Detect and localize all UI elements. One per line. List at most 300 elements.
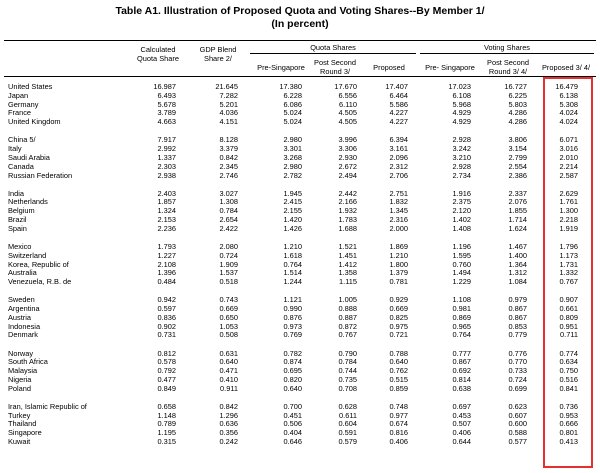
table-cell: 6.225 [508, 90, 527, 100]
table-cell: 0.781 [389, 277, 408, 287]
country-name: Mexico [8, 241, 32, 251]
table-cell: 0.508 [219, 330, 238, 340]
table-cell: 1.121 [283, 295, 302, 305]
table-cell: 0.356 [219, 428, 238, 438]
table-row [0, 277, 600, 286]
table-cell: 4.505 [338, 117, 357, 127]
country-name: Japan [8, 90, 29, 100]
country-name: United Kingdom [8, 117, 61, 127]
table-cell: 0.869 [452, 312, 471, 322]
table-cell: 3.268 [283, 152, 302, 162]
table-row [0, 108, 600, 117]
table-cell: 0.814 [452, 374, 471, 384]
table-cell: 1.945 [283, 188, 302, 198]
table-cell: 2.000 [389, 223, 408, 233]
table-cell: 0.990 [283, 304, 302, 313]
table-cell: 1.402 [452, 215, 471, 224]
table-cell: 0.809 [559, 312, 578, 322]
table-cell: 0.825 [389, 312, 408, 322]
table-cell: 2.930 [338, 152, 357, 162]
table-cell: 2.080 [219, 241, 238, 251]
table-cell: 4.227 [389, 108, 408, 118]
table-row [0, 251, 600, 260]
table-cell: 0.774 [559, 348, 578, 358]
table-row [0, 135, 600, 144]
table-row [0, 402, 600, 411]
table-cell: 6.228 [283, 90, 302, 100]
table-cell: 1.793 [157, 241, 176, 251]
table-cell: 1.909 [219, 259, 238, 269]
table-row [0, 375, 600, 384]
table-cell: 7.282 [219, 90, 238, 100]
table-cell: 1.300 [559, 206, 578, 216]
table-cell: 3.154 [508, 144, 527, 154]
table-row [0, 100, 600, 109]
table-row [0, 153, 600, 162]
table-cell: 0.942 [157, 295, 176, 305]
table-cell: 2.415 [283, 197, 302, 207]
table-cell: 0.953 [559, 410, 578, 420]
table-cell: 0.776 [508, 348, 527, 358]
table-cell: 2.236 [157, 223, 176, 233]
table-cell: 0.507 [452, 419, 471, 429]
table-cell: 1.337 [157, 152, 176, 162]
table-cell: 7.917 [157, 135, 176, 145]
table-cell: 4.929 [452, 108, 471, 118]
table-cell: 0.981 [452, 304, 471, 313]
table-cell: 2.442 [338, 188, 357, 198]
country-name: United States [8, 82, 53, 91]
table-cell: 0.973 [283, 321, 302, 331]
table-cell: 5.024 [283, 117, 302, 127]
table-cell: 0.638 [452, 383, 471, 393]
table-cell: 1.227 [157, 250, 176, 260]
table-cell: 0.762 [389, 366, 408, 376]
table-cell: 0.767 [559, 277, 578, 287]
table-row [0, 304, 600, 313]
table-cell: 5.968 [452, 99, 471, 109]
table-cell: 0.769 [283, 330, 302, 340]
country-name: Italy [8, 144, 22, 154]
table-cell: 1.688 [338, 223, 357, 233]
voting-shares-header: Voting Shares [483, 43, 531, 52]
table-cell: 5.803 [508, 99, 527, 109]
table-cell: 0.841 [559, 383, 578, 393]
table-cell: 0.650 [219, 312, 238, 322]
table-cell: 4.024 [559, 117, 578, 127]
country-name: Turkey [8, 410, 31, 420]
table-cell: 1.426 [283, 223, 302, 233]
table-cell: 2.494 [338, 170, 357, 180]
table-cell: 0.979 [508, 295, 527, 305]
col-header-voting-pre-singapore: Pre- Singapore [425, 63, 475, 72]
col-header-calculated: Calculated Quota Share [137, 45, 179, 63]
table-cell: 2.746 [219, 170, 238, 180]
col-header-quota-pre-singapore: Pre-Singapore [257, 63, 305, 72]
table-row [0, 322, 600, 331]
table-cell: 6.110 [339, 99, 357, 109]
table-cell: 0.788 [389, 348, 408, 358]
table-cell: 2.166 [338, 197, 357, 207]
table-cell: 0.711 [560, 330, 578, 340]
country-name: China 5/ [8, 135, 36, 145]
table-cell: 6.556 [338, 90, 357, 100]
table-cell: 0.888 [338, 304, 357, 313]
table-cell: 16.479 [555, 82, 578, 91]
table-row [0, 295, 600, 304]
table-cell: 4.286 [508, 108, 527, 118]
country-name: Indonesia [8, 321, 41, 331]
table-cell: 3.379 [219, 144, 238, 154]
table-cell: 6.071 [559, 135, 578, 145]
table-cell: 2.799 [508, 152, 527, 162]
table-cell: 1.451 [338, 250, 357, 260]
table-cell: 1.296 [219, 410, 238, 420]
table-cell: 0.484 [157, 277, 176, 287]
table-cell: 0.951 [559, 321, 578, 331]
table-cell: 2.992 [157, 144, 176, 154]
table-cell: 5.586 [389, 99, 408, 109]
table-cell: 1.324 [157, 206, 176, 216]
table-cell: 6.464 [389, 90, 408, 100]
table-cell: 0.853 [508, 321, 527, 331]
table-cell: 0.597 [157, 304, 176, 313]
table-cell: 0.748 [389, 401, 408, 411]
table-cell: 1.514 [283, 268, 302, 278]
table-cell: 5.024 [283, 108, 302, 118]
country-name: India [8, 188, 25, 198]
col-header-quota-post-second: Post Second Round 3/ [314, 58, 356, 76]
country-name: Korea, Republic of [8, 259, 69, 269]
table-subtitle: (In percent) [271, 18, 329, 30]
table-cell: 1.916 [452, 188, 471, 198]
table-row [0, 189, 600, 198]
table-cell: 0.666 [559, 419, 578, 429]
table-cell: 1.731 [559, 259, 578, 269]
table-cell: 1.832 [389, 197, 408, 207]
table-cell: 3.242 [452, 144, 471, 154]
table-cell: 2.120 [452, 206, 471, 216]
table-cell: 2.554 [508, 161, 527, 171]
table-cell: 1.053 [219, 321, 238, 331]
table-cell: 6.108 [452, 90, 471, 100]
table-cell: 1.195 [157, 428, 176, 438]
table-cell: 0.764 [283, 259, 302, 269]
table-cell: 2.403 [157, 188, 176, 198]
col-header-voting-proposed: Proposed 3/ 4/ [541, 63, 591, 72]
table-cell: 2.010 [559, 152, 578, 162]
table-cell: 2.096 [389, 152, 408, 162]
country-name: Singapore [8, 428, 42, 438]
table-cell: 0.471 [219, 366, 238, 376]
table-cell: 0.477 [157, 374, 176, 384]
table-cell: 2.312 [389, 161, 408, 171]
table-row [0, 419, 600, 428]
country-name: Russian Federation [8, 170, 73, 180]
table-cell: 2.938 [157, 170, 176, 180]
table-cell: 1.345 [389, 206, 408, 216]
table-cell: 1.173 [559, 250, 578, 260]
table-cell: 2.980 [283, 161, 302, 171]
table-cell: 1.932 [338, 206, 357, 216]
country-name: Austria [8, 312, 32, 322]
table-cell: 0.644 [452, 437, 471, 446]
table-row [0, 206, 600, 215]
country-name: Norway [8, 348, 34, 358]
table-row [0, 411, 600, 420]
table-cell: 0.591 [338, 428, 357, 438]
table-cell: 1.379 [389, 268, 408, 278]
country-name: Brazil [8, 215, 27, 224]
col-header-gdp-blend: GDP Blend Share 2/ [199, 45, 237, 63]
table-cell: 2.337 [508, 188, 527, 198]
table-cell: 0.743 [219, 295, 238, 305]
table-cell: 0.708 [338, 383, 357, 393]
table-cell: 1.855 [508, 206, 527, 216]
table-cell: 0.699 [508, 383, 527, 393]
table-cell: 0.736 [559, 401, 578, 411]
table-cell: 0.731 [157, 330, 176, 340]
table-cell: 0.784 [338, 357, 357, 367]
table-cell: 1.595 [452, 250, 471, 260]
country-name: Australia [8, 268, 37, 278]
table-cell: 0.631 [219, 348, 238, 358]
table-cell: 0.661 [559, 304, 578, 313]
table-cell: 1.084 [508, 277, 527, 287]
country-name: Kuwait [8, 437, 31, 446]
table-cell: 4.286 [508, 117, 527, 127]
table-cell: 17.380 [279, 82, 302, 91]
country-name: Nigeria [8, 374, 32, 384]
table-cell: 0.628 [338, 401, 357, 411]
table-cell: 1.537 [219, 268, 238, 278]
table-cell: 0.588 [508, 428, 527, 438]
table-cell: 6.493 [157, 90, 176, 100]
table-cell: 0.911 [220, 383, 238, 393]
table-cell: 3.210 [452, 152, 471, 162]
table-cell: 0.849 [157, 383, 176, 393]
country-name: Venezuela, R.B. de [8, 277, 72, 287]
table-cell: 4.929 [452, 117, 471, 127]
table-cell: 4.036 [219, 108, 238, 118]
table-cell: 2.155 [283, 206, 302, 216]
table-cell: 0.902 [157, 321, 176, 331]
table-cell: 1.796 [559, 241, 578, 251]
table-cell: 0.842 [219, 152, 238, 162]
table-cell: 21.645 [215, 82, 238, 91]
table-cell: 0.315 [157, 437, 176, 446]
country-name: Netherlands [8, 197, 48, 207]
quota-shares-underline [250, 53, 416, 54]
table-cell: 0.404 [283, 428, 302, 438]
table-cell: 0.515 [389, 374, 408, 384]
table-cell: 2.422 [219, 223, 238, 233]
table-cell: 1.229 [452, 277, 471, 287]
table-cell: 0.674 [389, 419, 408, 429]
table-cell: 1.005 [338, 295, 357, 305]
table-cell: 0.697 [452, 401, 471, 411]
table-row [0, 91, 600, 100]
country-name: Denmark [8, 330, 38, 340]
table-cell: 1.521 [338, 241, 357, 251]
table-row [0, 162, 600, 171]
country-name: Saudi Arabia [8, 152, 50, 162]
table-row [0, 117, 600, 126]
table-cell: 2.076 [508, 197, 527, 207]
table-cell: 0.646 [283, 437, 302, 446]
table-cell: 0.867 [452, 357, 471, 367]
table-cell: 0.816 [389, 428, 408, 438]
table-cell: 16.727 [504, 82, 527, 91]
table-cell: 2.629 [559, 188, 578, 198]
table-cell: 3.996 [338, 135, 357, 145]
header-bottom-rule [4, 76, 596, 77]
table-cell: 0.634 [559, 357, 578, 367]
table-cell: 1.618 [283, 250, 302, 260]
table-cell: 0.784 [219, 206, 238, 216]
table-cell: 2.303 [157, 161, 176, 171]
table-cell: 2.782 [283, 170, 302, 180]
table-cell: 0.770 [508, 357, 527, 367]
table-cell: 0.406 [452, 428, 471, 438]
table-row [0, 428, 600, 437]
table-row [0, 330, 600, 339]
table-cell: 2.386 [508, 170, 527, 180]
table-row [0, 82, 600, 91]
country-name: Argentina [8, 304, 40, 313]
table-cell: 2.928 [452, 161, 471, 171]
table-cell: 4.663 [157, 117, 176, 127]
table-row [0, 215, 600, 224]
table-cell: 0.859 [389, 383, 408, 393]
table-cell: 0.965 [452, 321, 471, 331]
table-cell: 0.669 [389, 304, 408, 313]
quota-shares-header: Quota Shares [310, 43, 356, 52]
table-cell: 0.790 [338, 348, 357, 358]
table-cell: 0.700 [283, 401, 302, 411]
proposed-voting-highlight-box [543, 77, 593, 468]
table-cell: 3.301 [283, 144, 302, 154]
table-row [0, 366, 600, 375]
table-cell: 0.695 [283, 366, 302, 376]
table-cell: 0.929 [389, 295, 408, 305]
table-cell: 2.734 [452, 170, 471, 180]
table-title: Table A1. Illustration of Proposed Quota and Voting Shares--By Member 1/ [115, 5, 485, 17]
table-cell: 1.196 [452, 241, 471, 251]
table-cell: 0.600 [508, 419, 527, 429]
table-cell: 0.413 [559, 437, 578, 446]
table-cell: 0.518 [219, 277, 238, 287]
table-row [0, 224, 600, 233]
table-cell: 5.201 [219, 99, 238, 109]
table-cell: 1.761 [559, 197, 578, 207]
table-cell: 1.244 [283, 277, 302, 287]
table-cell: 3.806 [508, 135, 527, 145]
table-cell: 0.782 [283, 348, 302, 358]
table-cell: 0.735 [338, 374, 357, 384]
table-cell: 6.394 [389, 135, 408, 145]
table-cell: 8.128 [219, 135, 238, 145]
table-cell: 3.161 [389, 144, 408, 154]
table-cell: 0.506 [283, 419, 302, 429]
table-cell: 0.640 [283, 383, 302, 393]
table-cell: 0.406 [389, 437, 408, 446]
table-cell: 0.658 [157, 401, 176, 411]
table-cell: 2.218 [559, 215, 578, 224]
table-cell: 1.919 [559, 223, 578, 233]
table-cell: 0.907 [559, 295, 578, 305]
country-name: Sweden [8, 295, 35, 305]
table-cell: 1.420 [283, 215, 302, 224]
table-cell: 3.306 [338, 144, 357, 154]
table-row [0, 197, 600, 206]
country-name: France [8, 108, 32, 118]
table-cell: 0.623 [508, 401, 527, 411]
table-cell: 1.115 [339, 277, 357, 287]
table-cell: 1.624 [508, 223, 527, 233]
table-cell: 0.744 [338, 366, 357, 376]
col-header-voting-post-second: Post Second Round 3/ 4/ [487, 58, 529, 76]
table-row [0, 260, 600, 269]
table-cell: 0.977 [389, 410, 408, 420]
table-cell: 5.308 [559, 99, 578, 109]
table-cell: 17.407 [385, 82, 408, 91]
table-cell: 0.577 [508, 437, 527, 446]
table-cell: 0.724 [508, 374, 527, 384]
table-cell: 2.214 [559, 161, 578, 171]
table-cell: 0.867 [508, 312, 527, 322]
table-cell: 1.148 [157, 410, 176, 420]
table-cell: 0.578 [157, 357, 176, 367]
table-cell: 2.108 [157, 259, 176, 269]
table-cell: 1.210 [389, 250, 408, 260]
table-cell: 1.800 [389, 259, 408, 269]
table-cell: 1.308 [219, 197, 238, 207]
table-cell: 1.412 [338, 259, 357, 269]
table-cell: 4.151 [219, 117, 238, 127]
table-cell: 2.654 [219, 215, 238, 224]
table-cell: 16.987 [153, 82, 176, 91]
table-cell: 1.714 [508, 215, 527, 224]
table-cell: 1.467 [508, 241, 527, 251]
table-cell: 0.792 [157, 366, 176, 376]
table-cell: 2.928 [452, 135, 471, 145]
country-name: Thailand [8, 419, 37, 429]
table-row [0, 313, 600, 322]
table-row [0, 437, 600, 446]
table-row [0, 349, 600, 358]
table-cell: 17.670 [334, 82, 357, 91]
table-cell: 0.876 [283, 312, 302, 322]
table-cell: 0.242 [219, 437, 238, 446]
table-cell: 0.453 [452, 410, 471, 420]
table-cell: 0.636 [219, 419, 238, 429]
table-cell: 0.721 [389, 330, 408, 340]
table-cell: 0.669 [219, 304, 238, 313]
table-row [0, 171, 600, 180]
table-cell: 1.783 [338, 215, 357, 224]
table-cell: 0.607 [508, 410, 527, 420]
table-cell: 0.820 [283, 374, 302, 384]
table-cell: 0.640 [219, 357, 238, 367]
table-cell: 0.760 [452, 259, 471, 269]
table-cell: 2.672 [338, 161, 357, 171]
col-header-quota-proposed: Proposed [373, 63, 405, 72]
table-cell: 17.023 [448, 82, 471, 91]
table-cell: 0.812 [157, 348, 176, 358]
table-cell: 1.869 [389, 241, 408, 251]
table-cell: 6.138 [559, 90, 578, 100]
